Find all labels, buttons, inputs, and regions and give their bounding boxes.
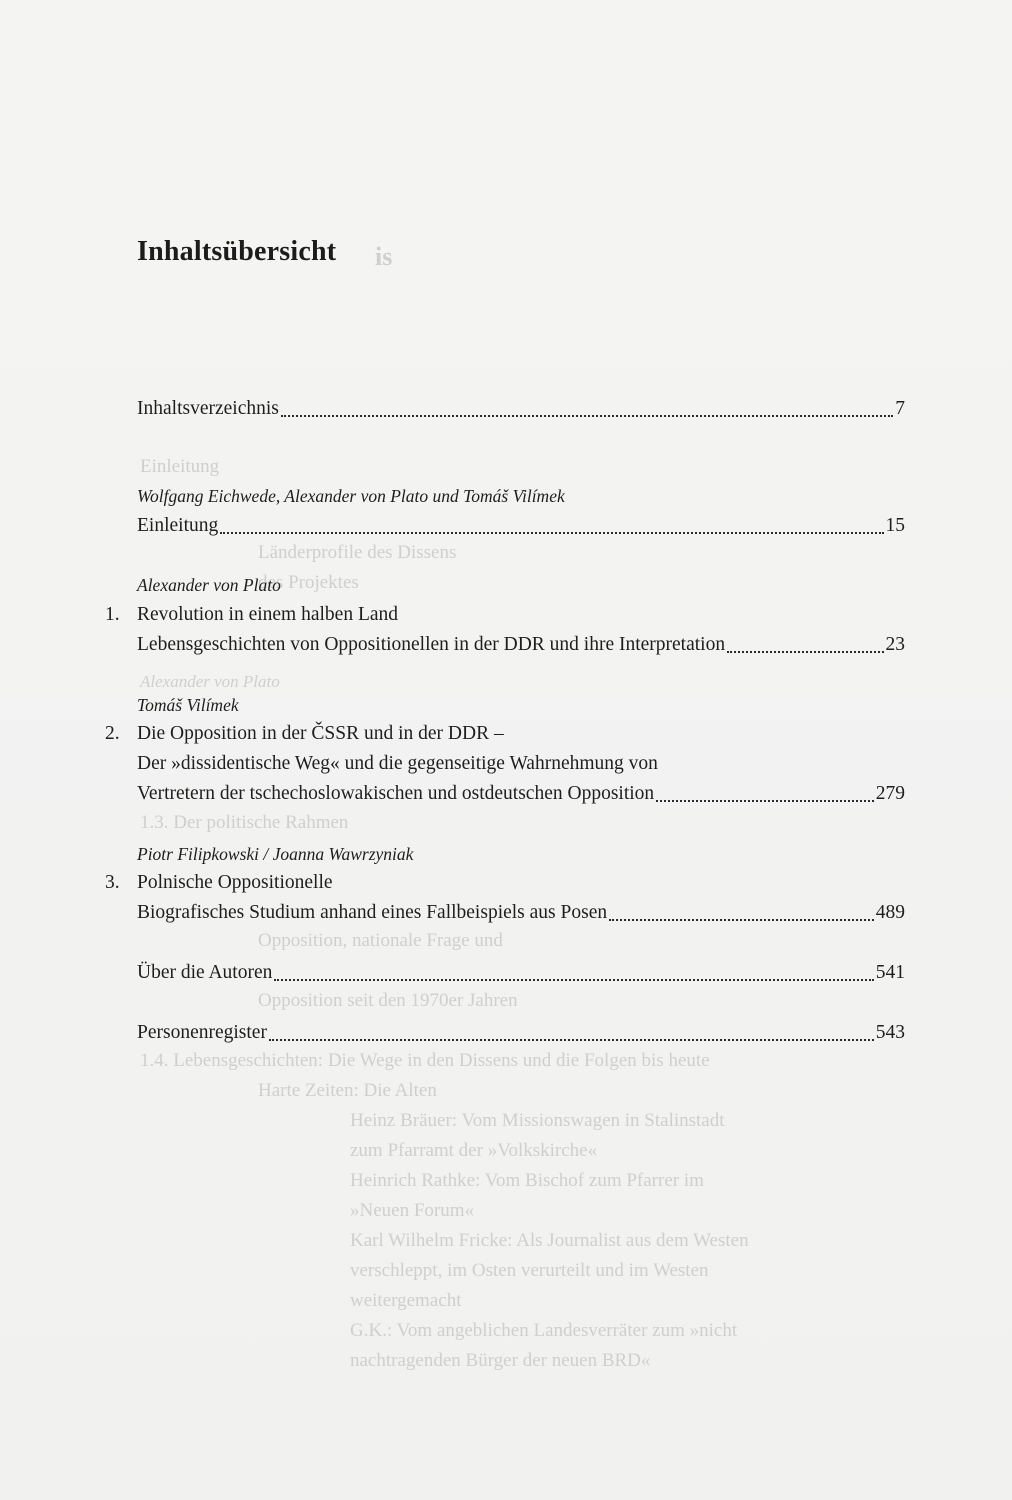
page-title: Inhaltsübersicht — [137, 236, 337, 267]
entry-title: Vertretern der tschechoslowakischen und ostdeutschen Opposition — [137, 783, 655, 804]
entry-author: Tomáš Vilímek — [137, 695, 239, 715]
page-number: 279 — [875, 783, 905, 804]
entry-title: Revolution in einem halben Land — [137, 604, 399, 625]
page-number: 15 — [885, 515, 905, 536]
entry-number: 1. — [105, 604, 120, 625]
entry-title: Über die Autoren — [137, 962, 273, 983]
page-number: 489 — [875, 902, 905, 923]
entry-author: Piotr Filipkowski / Joanna Wawrzyniak — [137, 844, 414, 864]
dot-leader — [269, 1038, 874, 1041]
dot-leader — [609, 918, 874, 921]
toc-entry[interactable] — [105, 868, 905, 898]
toc-entry[interactable] — [105, 898, 905, 928]
page-number: 23 — [885, 634, 905, 655]
toc-entry[interactable] — [105, 600, 905, 630]
toc-entry[interactable] — [105, 749, 905, 779]
page-number: 7 — [895, 398, 905, 419]
entry-title: Polnische Oppositionelle — [137, 872, 333, 893]
entry-title: Biografisches Studium anhand eines Fallbeispiels aus Posen — [137, 902, 608, 923]
dot-leader — [727, 650, 883, 653]
toc-entry[interactable] — [105, 630, 905, 660]
entry-title: Der »dissidentische Weg« und die gegenseitige Wahrnehmung von — [137, 753, 658, 774]
book-page: is Einleitung Länderprofile des Dissens des Projektes Alexander von Plato 1.3. Der politische Rahmen Opposition, nationale Frage und Opposition seit den 1970er Jahren 1.4. Lebensgeschichten: Die Wege in den Dissens und die Folgen bis heute Harte Zeiten: Die Alten Heinz Bräuer: Vom Missionswagen in Stalinstadt zum Pfarramt der »Volkskirche« Heinrich Rathke: Vom Bischof zum Pfarrer im »Neuen Forum« Karl Wilhelm Fricke: Als Journalist aus dem Westen verschleppt, im Osten verurteilt und im Westen weitergemacht G.K.: Vom angeblichen Landesverräter zum »nicht nachtragenden Bürger der neuen BRD« Inhaltsübersicht Inhaltsverzeichnis 7 Wolfgang Eichwede, Alexander von Plato und Tomáš Vilímek Einleitung 15 Alexander von Plato 1. Revolution in einem halben Land Lebensgeschichten von Oppositionellen in der DDR und ihre Interpretation 23 Tomáš Vilímek 2. Die Opposition in der ČSSR und in der DDR – Der »dissidentische Weg« und die gegenseitige Wahrnehmung von Vertretern der tschechoslowakischen und ostdeutschen Opposition 279 Piotr Filipkowski / Joanna Wawrzyniak 3. Polnische Oppositionelle Biografisches Studium anhand eines Fallbeispiels aus Posen 489 Über die Autoren 541 Personenregister 543 — [0, 0, 1012, 1500]
toc-entry[interactable] — [105, 1018, 905, 1048]
dot-leader — [656, 799, 874, 802]
page-number: 543 — [875, 1022, 905, 1043]
dot-leader — [274, 978, 873, 981]
toc-entry[interactable] — [105, 511, 905, 541]
entry-title: Inhaltsverzeichnis — [137, 398, 279, 419]
entry-title: Personenregister — [137, 1022, 267, 1043]
page-number: 541 — [875, 962, 905, 983]
toc-entry[interactable] — [105, 719, 905, 749]
toc-entry[interactable] — [105, 958, 905, 988]
entry-title: Lebensgeschichten von Oppositionellen in der DDR und ihre Interpretation — [137, 634, 726, 655]
entry-title: Die Opposition in der ČSSR und in der DDR – — [137, 723, 504, 744]
entry-title: Einleitung — [137, 515, 219, 536]
toc-entry[interactable] — [105, 394, 905, 424]
entry-author: Alexander von Plato — [137, 575, 281, 595]
dot-leader — [220, 531, 883, 534]
entry-number: 3. — [105, 872, 120, 893]
toc-entry[interactable] — [105, 779, 905, 809]
entry-author: Wolfgang Eichwede, Alexander von Plato und Tomáš Vilímek — [137, 486, 565, 506]
entry-number: 2. — [105, 723, 120, 744]
dot-leader — [281, 414, 893, 417]
